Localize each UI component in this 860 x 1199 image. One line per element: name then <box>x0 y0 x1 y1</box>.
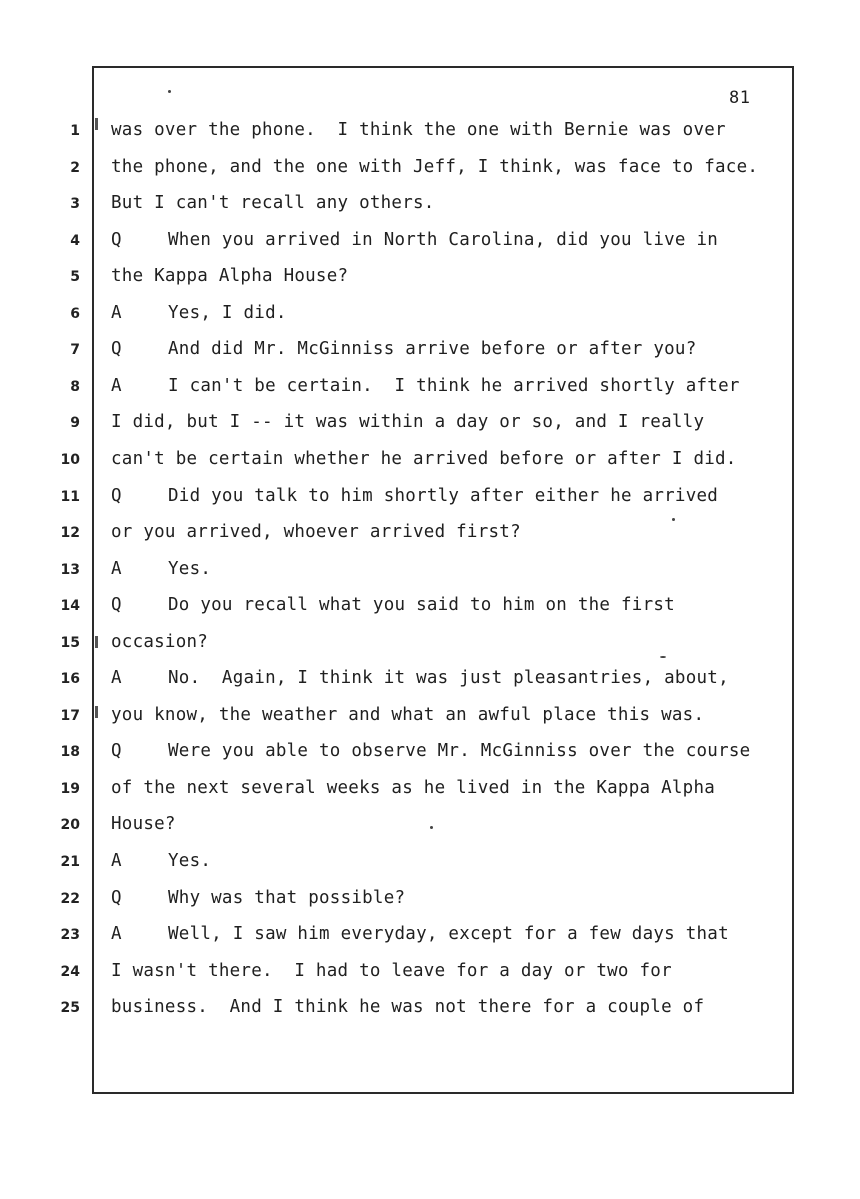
transcript-line <box>111 303 287 323</box>
transcript-line <box>111 120 726 140</box>
transcript-line <box>111 266 348 286</box>
speaker-label: Q <box>111 230 122 250</box>
scan-speck <box>660 656 666 658</box>
line-number: 10 <box>60 452 80 468</box>
transcript-line <box>111 522 521 542</box>
line-number: 9 <box>70 415 80 431</box>
line-text: Yes. <box>168 559 212 579</box>
scan-speck <box>672 518 675 521</box>
line-number: 5 <box>70 269 80 285</box>
line-number: 2 <box>70 160 80 176</box>
line-number: 11 <box>60 489 80 505</box>
transcript-line <box>111 961 672 981</box>
speaker-label: Q <box>111 888 122 908</box>
line-text: occasion? <box>111 632 209 652</box>
line-number: 20 <box>60 817 80 833</box>
transcript-line <box>111 559 211 579</box>
line-text: or you arrived, whoever arrived first? <box>111 522 521 542</box>
speaker-label: Q <box>111 595 122 615</box>
speaker-label: Q <box>111 486 122 506</box>
line-number: 19 <box>60 781 80 797</box>
transcript-line <box>111 851 211 871</box>
speaker-label: Q <box>111 339 122 359</box>
line-text: business. And I think he was not there for a couple of <box>111 997 705 1017</box>
transcript-line <box>111 741 750 761</box>
page-number: 81 <box>729 88 751 108</box>
transcript-line <box>111 595 675 615</box>
line-number: 3 <box>70 196 80 212</box>
transcript-line <box>111 376 740 396</box>
speaker-label: A <box>111 668 122 688</box>
line-number: 18 <box>60 744 80 760</box>
line-number: 4 <box>70 233 80 249</box>
speaker-label: A <box>111 924 122 944</box>
line-number: 15 <box>60 635 80 651</box>
line-text: can't be certain whether he arrived before or after I did. <box>111 449 737 469</box>
transcript-line <box>111 778 715 798</box>
scan-speck <box>430 826 433 829</box>
line-text: I did, but I -- it was within a day or so, and I really <box>111 412 705 432</box>
line-text: Why was that possible? <box>168 888 406 908</box>
line-number: 21 <box>60 854 80 870</box>
line-number: 17 <box>60 708 80 724</box>
line-text: I can't be certain. I think he arrived shortly after <box>168 376 740 396</box>
line-number: 13 <box>60 562 80 578</box>
line-text: the Kappa Alpha House? <box>111 266 349 286</box>
line-number: 25 <box>60 1000 80 1016</box>
transcript-line <box>111 230 718 250</box>
line-text: When you arrived in North Carolina, did you live in <box>168 230 719 250</box>
line-text: But I can't recall any others. <box>111 193 435 213</box>
margin-tick <box>95 706 98 718</box>
line-number: 14 <box>60 598 80 614</box>
transcript-line <box>111 412 704 432</box>
line-text: was over the phone. I think the one with Bernie was over <box>111 120 726 140</box>
line-number: 24 <box>60 964 80 980</box>
transcript-line <box>111 339 697 359</box>
line-text: House? <box>111 814 176 834</box>
line-text: Yes. <box>168 851 212 871</box>
transcript-line <box>111 449 737 469</box>
line-text: I wasn't there. I had to leave for a day or two for <box>111 961 672 981</box>
transcript-line <box>111 814 176 834</box>
line-number: 8 <box>70 379 80 395</box>
speaker-label: A <box>111 303 122 323</box>
line-text: Well, I saw him everyday, except for a few days that <box>168 924 729 944</box>
line-text: Were you able to observe Mr. McGinniss over the course <box>168 741 751 761</box>
line-number: 6 <box>70 306 80 322</box>
line-text: of the next several weeks as he lived in the Kappa Alpha <box>111 778 716 798</box>
line-number: 1 <box>70 123 80 139</box>
line-text: Did you talk to him shortly after either he arrived <box>168 486 719 506</box>
speaker-label: Q <box>111 741 122 761</box>
margin-tick <box>95 636 98 648</box>
transcript-line <box>111 997 704 1017</box>
line-number: 23 <box>60 927 80 943</box>
line-text: Do you recall what you said to him on the first <box>168 595 675 615</box>
transcript-line <box>111 632 208 652</box>
line-number: 16 <box>60 671 80 687</box>
transcript-line <box>111 888 405 908</box>
transcript-line <box>111 705 704 725</box>
transcript-line <box>111 668 729 688</box>
line-text: And did Mr. McGinniss arrive before or after you? <box>168 339 697 359</box>
speaker-label: A <box>111 376 122 396</box>
line-text: No. Again, I think it was just pleasantries, about, <box>168 668 729 688</box>
transcript-line <box>111 924 729 944</box>
transcript-line <box>111 193 435 213</box>
transcript-line <box>111 486 718 506</box>
line-number: 22 <box>60 891 80 907</box>
line-text: the phone, and the one with Jeff, I think, was face to face. <box>111 157 759 177</box>
line-number: 12 <box>60 525 80 541</box>
speaker-label: A <box>111 851 122 871</box>
line-text: Yes, I did. <box>168 303 287 323</box>
transcript-line <box>111 157 758 177</box>
speaker-label: A <box>111 559 122 579</box>
scan-speck <box>168 90 171 93</box>
margin-tick <box>95 118 98 130</box>
line-number: 7 <box>70 342 80 358</box>
line-text: you know, the weather and what an awful place this was. <box>111 705 705 725</box>
